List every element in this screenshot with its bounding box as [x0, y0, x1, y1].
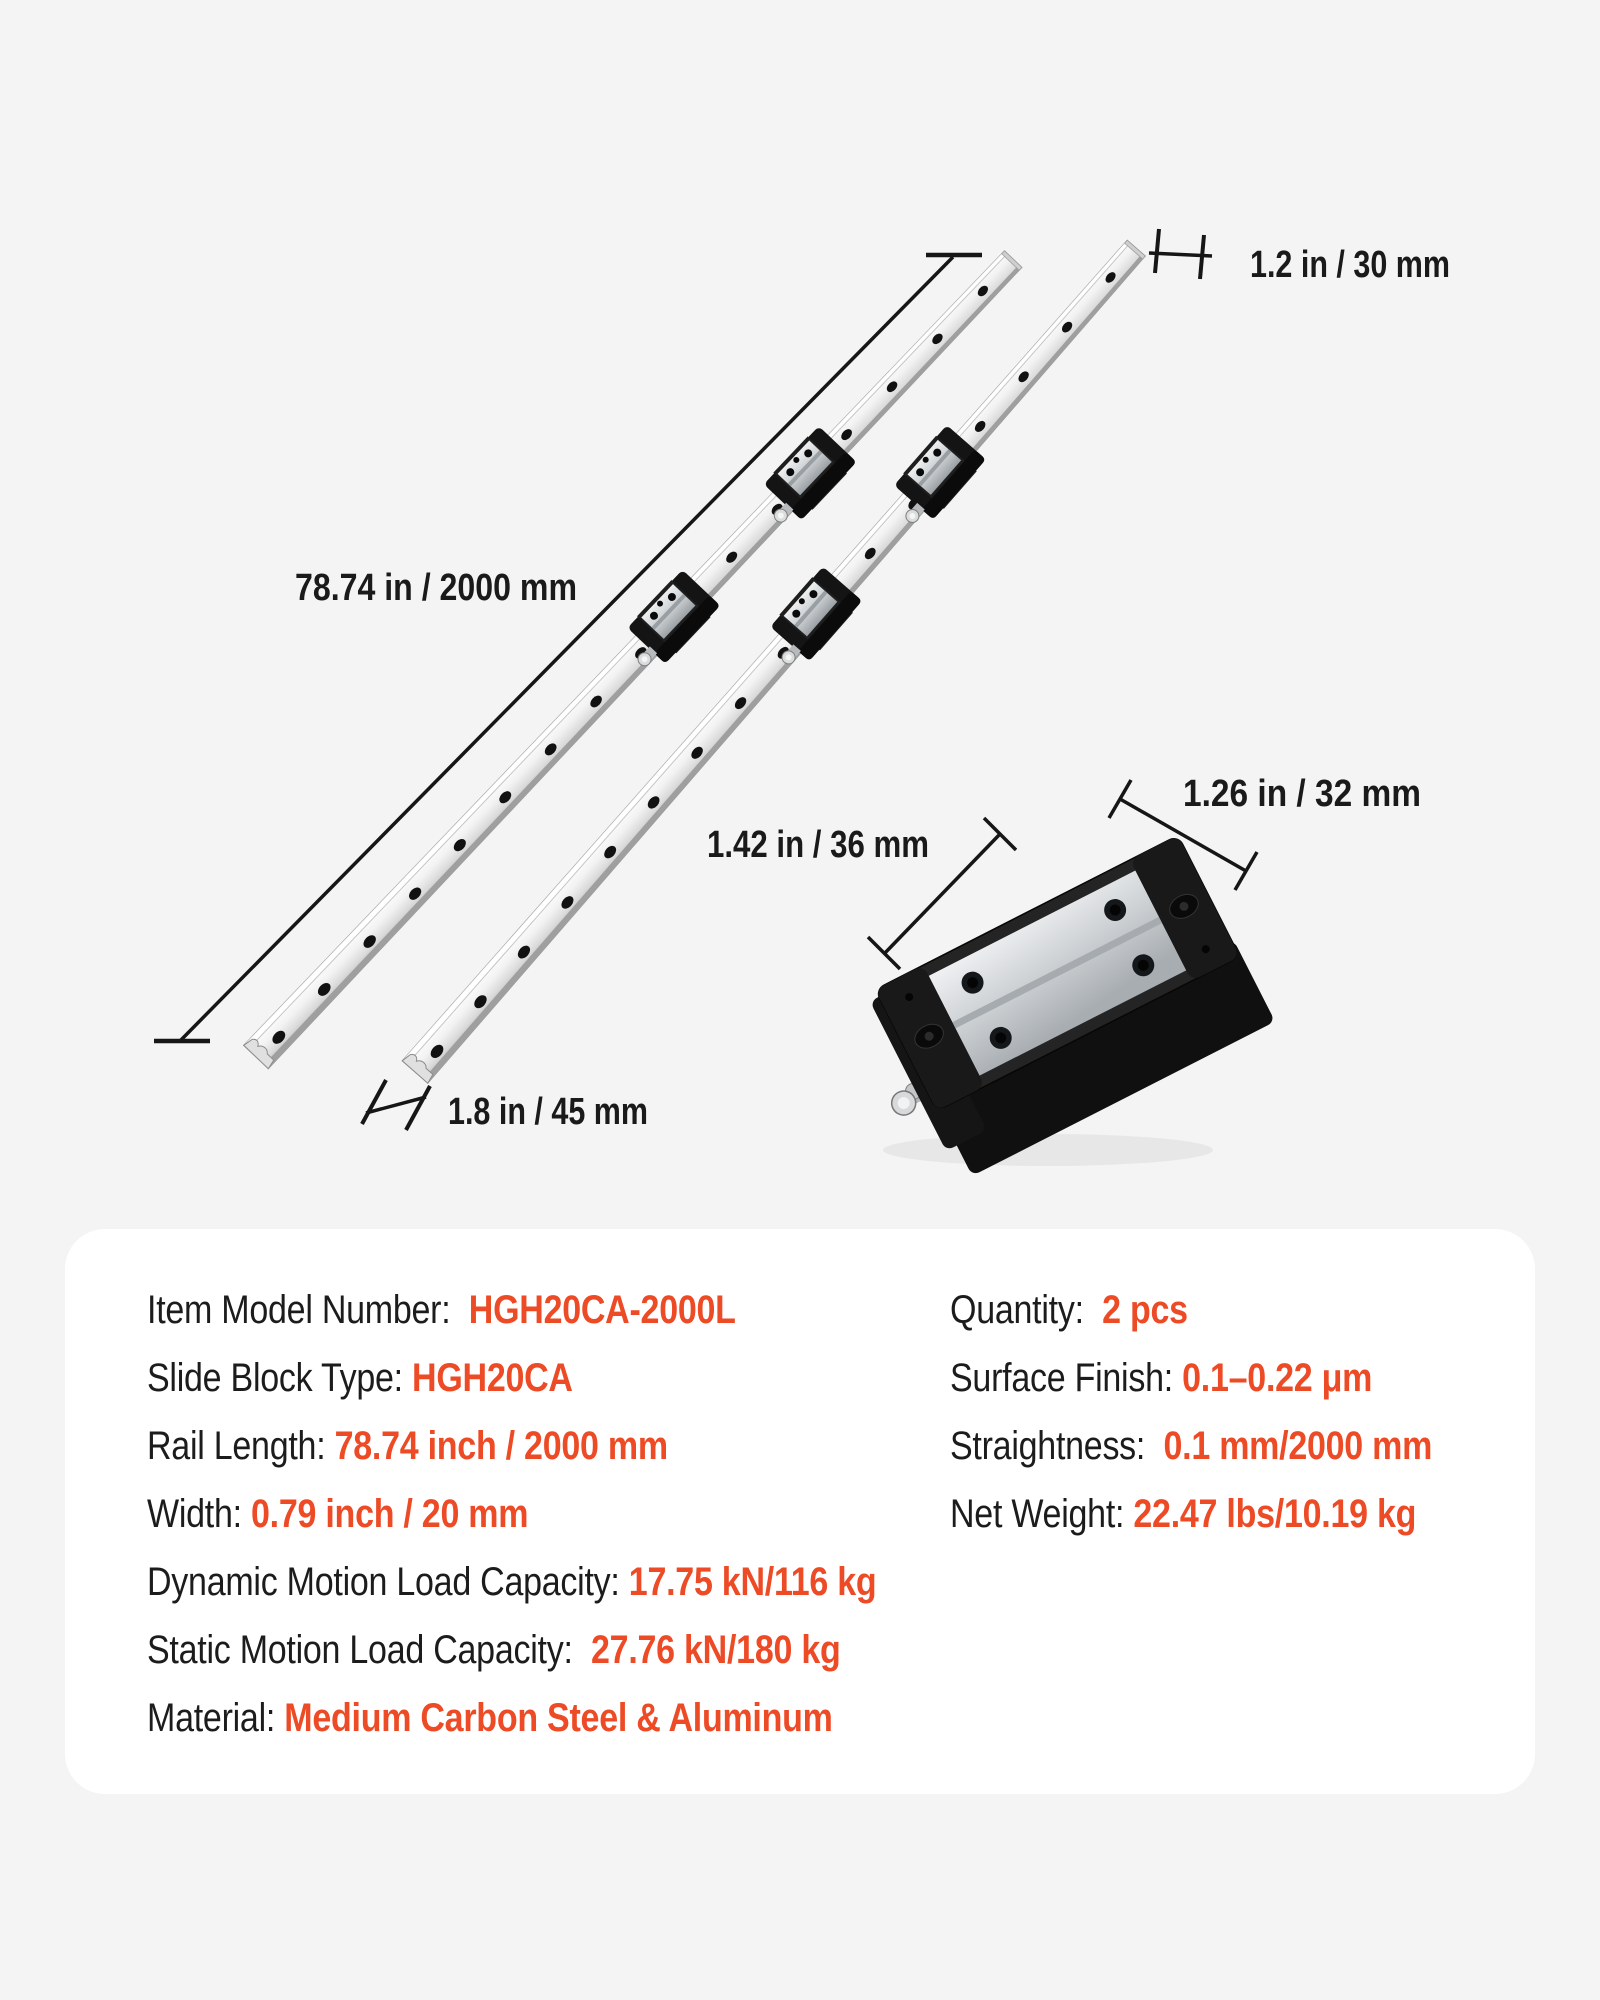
spec-label: Rail Length:	[147, 1424, 335, 1468]
spec-value: 0.1–0.22 μm	[1182, 1356, 1373, 1400]
linear-rail-1	[236, 241, 1032, 1076]
spec-label: Straightness:	[950, 1424, 1164, 1468]
spec-value: 22.47 lbs/10.19 kg	[1133, 1492, 1417, 1536]
specs-column-right	[950, 1276, 1517, 1548]
spec-row-dynamic-load	[147, 1548, 876, 1616]
dim-line-rail-length	[154, 255, 982, 1041]
spec-row-quantity	[950, 1276, 1432, 1344]
spec-row-static-load	[147, 1616, 876, 1684]
spec-label: Quantity:	[950, 1288, 1103, 1332]
rail-length-dimension-label: 78.74 in / 2000 mm	[295, 567, 577, 609]
spec-row-width	[147, 1480, 876, 1548]
block-shadow	[883, 1134, 1213, 1166]
spec-value: HGH20CA-2000L	[468, 1288, 736, 1332]
spec-value: 0.79 inch / 20 mm	[251, 1492, 529, 1536]
spec-row-slide-block-type	[147, 1344, 876, 1412]
spec-row-straightness	[950, 1412, 1432, 1480]
dim-tick-rail-width	[362, 1080, 430, 1130]
block-width-dimension-label: 1.26 in / 32 mm	[1183, 773, 1421, 815]
spec-row-material	[147, 1684, 876, 1752]
rail-width-dimension-label: 1.8 in / 45 mm	[448, 1091, 648, 1133]
spec-value: HGH20CA	[412, 1356, 573, 1400]
dim-tick-rail-height	[1149, 229, 1212, 279]
spec-value: 17.75 kN/116 kg	[628, 1560, 877, 1604]
spec-row-item-model-number	[147, 1276, 876, 1344]
spec-label: Static Motion Load Capacity:	[147, 1628, 592, 1672]
specs-column-left	[147, 1276, 1005, 1752]
rail-height-dimension-label: 1.2 in / 30 mm	[1250, 244, 1450, 286]
spec-label: Item Model Number:	[147, 1288, 469, 1332]
spec-label: Surface Finish:	[950, 1356, 1183, 1400]
spec-value: 0.1 mm/2000 mm	[1163, 1424, 1433, 1468]
spec-value: 78.74 inch / 2000 mm	[334, 1424, 668, 1468]
spec-label: Slide Block Type:	[147, 1356, 413, 1400]
spec-label: Width:	[147, 1492, 252, 1536]
spec-label: Net Weight:	[950, 1492, 1134, 1536]
spec-row-net-weight	[950, 1480, 1432, 1548]
spec-label: Dynamic Motion Load Capacity:	[147, 1560, 629, 1604]
spec-value: 27.76 kN/180 kg	[591, 1628, 841, 1672]
block-length-dimension-label: 1.42 in / 36 mm	[707, 824, 929, 866]
spec-row-surface-finish	[950, 1344, 1432, 1412]
spec-label: Material:	[147, 1696, 285, 1740]
spec-value: Medium Carbon Steel & Aluminum	[284, 1696, 833, 1740]
spec-row-rail-length	[147, 1412, 876, 1480]
spec-value: 2 pcs	[1102, 1288, 1188, 1332]
